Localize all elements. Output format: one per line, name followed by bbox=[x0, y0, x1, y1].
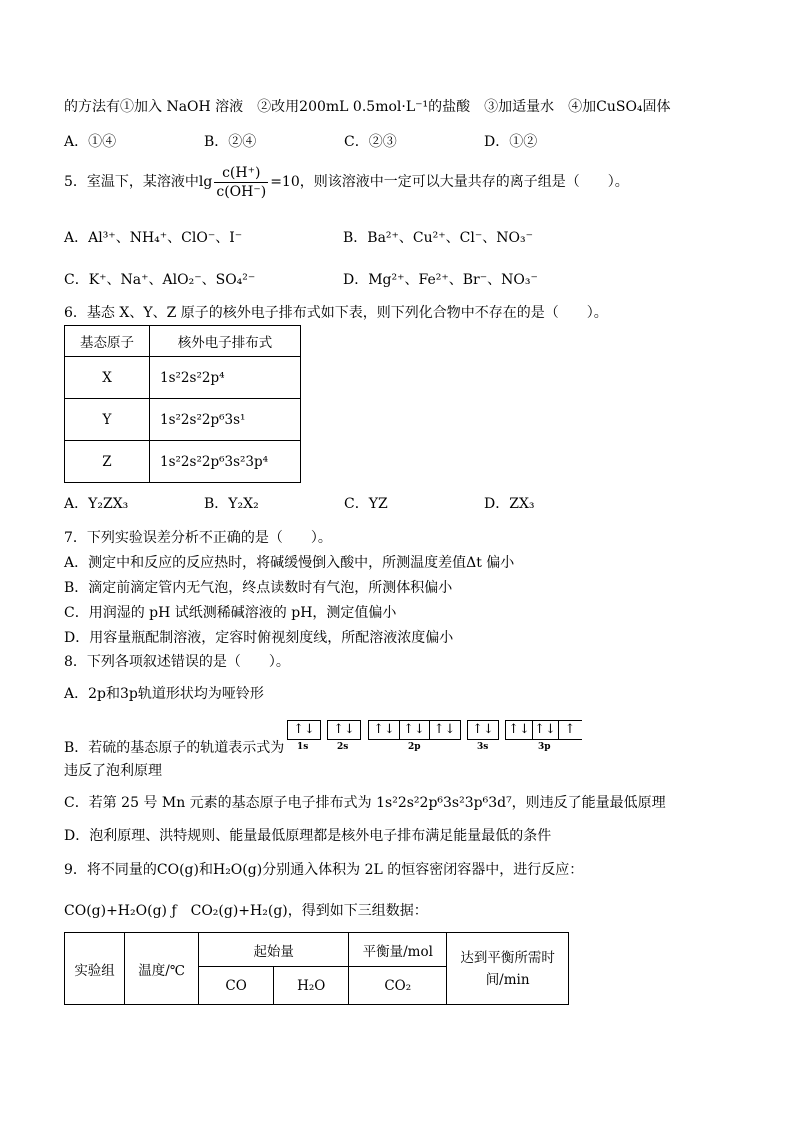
q8-option-b-continued: 违反了泡利原理 bbox=[64, 763, 162, 779]
table-header: 达到平衡所需时间/min bbox=[447, 933, 569, 1005]
option-d[interactable]: D．ZX₃ bbox=[484, 496, 535, 512]
question-4-options bbox=[64, 132, 764, 152]
atom-cell: Z bbox=[65, 441, 150, 483]
fraction bbox=[214, 164, 268, 201]
table-header: 平衡量/mol bbox=[349, 933, 447, 967]
question-9-stem: 9．将不同量的CO(g)和H₂O(g)分别通入体积为 2L 的恒容密闭容器中，进行反应： bbox=[64, 862, 584, 878]
option-c[interactable]: C．YZ bbox=[344, 496, 388, 512]
orbital-label: 1s bbox=[297, 742, 309, 752]
q8-option-a[interactable]: A．2p和3p轨道形状均为哑铃形 bbox=[64, 686, 264, 702]
fraction-numerator: c(H⁺) bbox=[214, 164, 268, 183]
table-header: H₂O bbox=[274, 967, 349, 1005]
q8-option-d[interactable]: D．泡利原理、洪特规则、能量最低原理都是核外电子排布满足能量最低的条件 bbox=[64, 828, 552, 844]
question-5-stem bbox=[64, 163, 629, 201]
orbital-label: 2p bbox=[408, 742, 421, 752]
config-cell: 1s²2s²2p⁴ bbox=[150, 357, 301, 399]
orbital-label: 2s bbox=[337, 742, 349, 752]
table-header: CO bbox=[199, 967, 274, 1005]
reaction-equation: CO(g)+H₂O(g) ƒ CO₂(g)+H₂(g)，得到如下三组数据： bbox=[64, 903, 428, 919]
table-header: 核外电子排布式 bbox=[150, 326, 301, 357]
q7-option-b[interactable]: B．滴定前滴定管内无气泡，终点读数时有气泡，所测体积偏小 bbox=[64, 580, 453, 596]
config-cell: 1s²2s²2p⁶3s²3p⁴ bbox=[150, 441, 301, 483]
option-c[interactable]: C．②③ bbox=[344, 134, 397, 150]
orbital-label: 3p bbox=[538, 742, 551, 752]
option-a[interactable]: A．①④ bbox=[64, 134, 117, 150]
q8-option-b[interactable]: B．若硫的基态原子的轨道表示式为 bbox=[64, 740, 285, 756]
question-4-text: 的方法有①加入 NaOH 溶液 ②改用200mL 0.5mol·L⁻¹的盐酸 ③加适量水 ④加CuSO₄固体 bbox=[64, 99, 671, 115]
table-row bbox=[65, 441, 301, 483]
q5-prefix: 5．室温下，某溶液中lg bbox=[64, 174, 213, 190]
orbital-label: 3s bbox=[477, 742, 489, 752]
fraction-denominator: c(OH⁻) bbox=[216, 183, 267, 200]
atom-cell: Y bbox=[65, 399, 150, 441]
table-header: 温度/℃ bbox=[125, 933, 199, 1005]
q7-option-a[interactable]: A．测定中和反应的反应热时，将碱缓慢倒入酸中，所测温度差值Δt 偏小 bbox=[64, 555, 515, 571]
electron-config-table bbox=[64, 325, 301, 483]
table-row bbox=[65, 399, 301, 441]
atom-cell: X bbox=[65, 357, 150, 399]
q5-option-c[interactable]: C．K⁺、Na⁺、AlO₂⁻、SO₄²⁻ bbox=[64, 272, 256, 288]
option-b[interactable]: B．Y₂X₂ bbox=[204, 496, 259, 512]
table-header: 基态原子 bbox=[65, 326, 150, 357]
q5-suffix: =10，则该溶液中一定可以大量共存的离子组是（ ）。 bbox=[270, 174, 629, 190]
q5-option-d[interactable]: D．Mg²⁺、Fe²⁺、Br⁻、NO₃⁻ bbox=[343, 272, 538, 288]
question-7-stem: 7．下列实验误差分析不正确的是（ ）。 bbox=[64, 530, 332, 546]
q5-option-b[interactable]: B．Ba²⁺、Cu²⁺、Cl⁻、NO₃⁻ bbox=[343, 230, 533, 246]
table-header: 实验组 bbox=[65, 933, 125, 1005]
q8-option-c[interactable]: C．若第 25 号 Mn 元素的基态原子电子排布式为 1s²2s²2p⁶3s²3p⁶3d⁷，则违反了能量最低原理 bbox=[64, 795, 666, 811]
question-8-stem: 8．下列各项叙述错误的是（ ）。 bbox=[64, 654, 290, 670]
table-header: CO₂ bbox=[349, 967, 447, 1005]
q7-option-d[interactable]: D．用容量瓶配制溶液，定容时俯视刻度线，所配溶液浓度偏小 bbox=[64, 630, 454, 646]
config-cell: 1s²2s²2p⁶3s¹ bbox=[150, 399, 301, 441]
table-row bbox=[65, 357, 301, 399]
table-header: 起始量 bbox=[199, 933, 349, 967]
q5-option-a[interactable]: A．Al³⁺、NH₄⁺、ClO⁻、I⁻ bbox=[64, 230, 243, 246]
experiment-data-table bbox=[64, 932, 569, 1005]
q7-option-c[interactable]: C．用润湿的 pH 试纸测稀碱溶液的 pH，测定值偏小 bbox=[64, 605, 397, 621]
option-d[interactable]: D．①② bbox=[484, 134, 538, 150]
question-6-stem: 6．基态 X、Y、Z 原子的核外电子排布式如下表，则下列化合物中不存在的是（ ）。 bbox=[64, 305, 608, 321]
option-a[interactable]: A．Y₂ZX₃ bbox=[64, 496, 129, 512]
question-6-options bbox=[64, 494, 764, 514]
option-b[interactable]: B．②④ bbox=[204, 134, 257, 150]
